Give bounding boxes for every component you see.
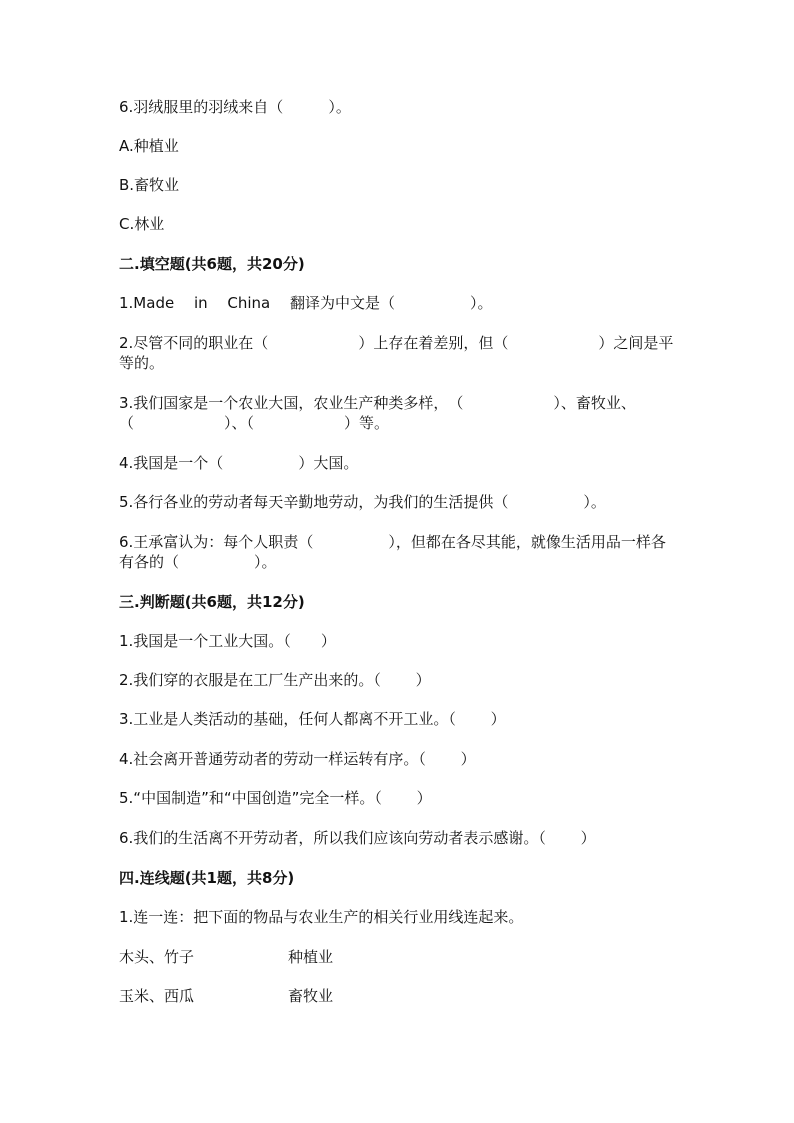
section-true-false-title: 三.判断题(共6题，共12分) [119,593,305,611]
true-false-item-3: 3.工业是人类活动的基础，任何人都离不开工业。（ ） [119,710,506,728]
matching-question: 1.连一连：把下面的物品与农业生产的相关行业用线连起来。 [119,908,524,926]
section-fill-blank-title: 二.填空题(共6题，共20分) [119,255,305,273]
matching-left-item-1: 木头、竹子 [119,948,195,966]
fill-blank-item-6: 6.王承富认为：每个人职责（ ），但都在各尽其能，就像生活用品一样各有各的（ ）。 [119,533,666,571]
true-false-item-5: 5.“中国制造”和“中国创造”完全一样。（ ） [119,789,432,807]
true-false-item-4: 4.社会离开普通劳动者的劳动一样运转有序。（ ） [119,750,476,768]
section-matching-title: 四.连线题(共1题，共8分) [119,869,295,887]
fill-blank-item-3: 3.我们国家是一个农业大国，农业生产种类多样， （ ）、畜牧业、（ ）、（ ）等。 [119,394,636,432]
fill-blank-item-1: 1.Made in China 翻译为中文是（ ）。 [119,294,493,312]
question-6-stem: 6.羽绒服里的羽绒来自（ ）。 [119,98,351,116]
true-false-item-1: 1.我国是一个工业大国。（ ） [119,632,336,650]
matching-left-item-2: 玉米、西瓜 [119,987,195,1005]
fill-blank-item-5: 5.各行各业的劳动者每天辛勤地劳动，为我们的生活提供（ ）。 [119,493,606,511]
option-c: C.林业 [119,215,165,233]
option-b: B.畜牧业 [119,176,180,194]
fill-blank-item-4: 4.我国是一个（ ）大国。 [119,454,359,472]
option-a: A.种植业 [119,137,179,155]
matching-right-item-1: 种植业 [288,948,334,966]
true-false-item-6: 6.我们的生活离不开劳动者，所以我们应该向劳动者表示感谢。（ ） [119,829,596,847]
fill-blank-item-2: 2.尽管不同的职业在（ ）上存在着差别，但（ ）之间是平等的。 [119,334,674,372]
matching-right-item-2: 畜牧业 [288,987,334,1005]
true-false-item-2: 2.我们穿的衣服是在工厂生产出来的。（ ） [119,671,431,689]
